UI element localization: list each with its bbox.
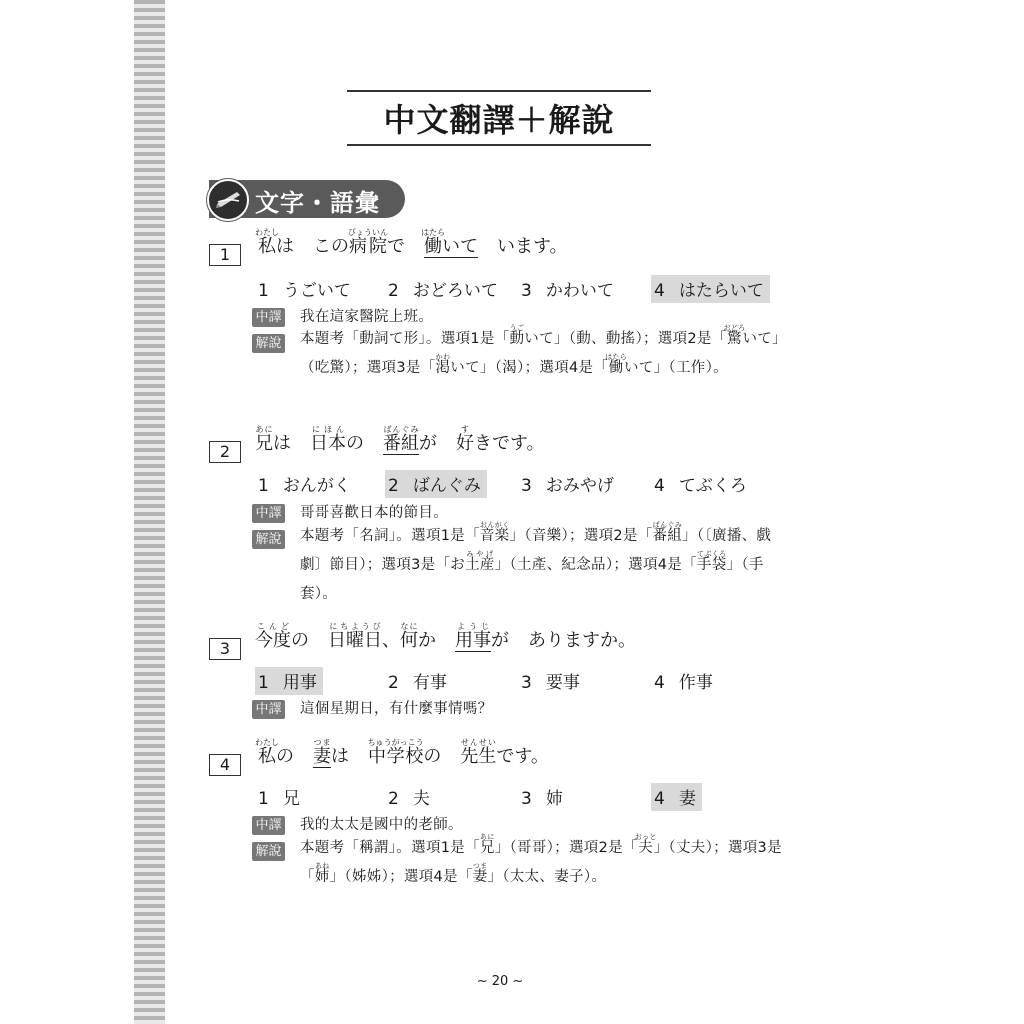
sentence-segment xyxy=(255,425,291,454)
option-text: 姉 xyxy=(545,789,563,809)
explanation-text xyxy=(300,521,792,609)
option-number: 2 xyxy=(388,673,399,693)
answer-option xyxy=(518,783,569,811)
kanji-text: 番組 xyxy=(652,528,683,544)
option-number: 4 xyxy=(654,476,665,496)
furigana: つま xyxy=(313,738,331,747)
page-title: 中文翻譯＋解說 xyxy=(347,90,651,146)
option-text: かわいて xyxy=(545,281,614,301)
furigana: す xyxy=(456,425,474,434)
question-number: 1 xyxy=(209,244,241,266)
furigana: おどろ xyxy=(723,324,746,332)
option-number: 2 xyxy=(388,789,399,809)
furigana: なに xyxy=(400,622,418,631)
text-run: は xyxy=(276,236,294,257)
text-run: いて」（工作）。 xyxy=(624,360,728,376)
text-run: です。 xyxy=(496,746,549,767)
kanji-text: 土産 xyxy=(465,557,495,573)
correct-option xyxy=(255,667,323,695)
question-number: 3 xyxy=(209,638,241,660)
option-number: 4 xyxy=(654,281,665,301)
kanji-text: 兄 xyxy=(479,840,495,856)
kanji-text: 手袋 xyxy=(696,557,727,573)
option-text: 用事 xyxy=(282,673,317,693)
answer-option xyxy=(651,667,719,695)
explanation-tag: 解說 xyxy=(252,334,285,353)
furigana: ようじ xyxy=(455,622,491,631)
answer-option xyxy=(385,275,504,303)
text-run: ありますか。 xyxy=(528,630,636,651)
kanji-text: 兄 xyxy=(255,433,273,454)
text-run: 」（音樂）；選項2是「 xyxy=(509,528,653,544)
kanji-text: 何 xyxy=(400,630,418,651)
kanji-text: 音楽 xyxy=(479,528,510,544)
explanation-tag: 解說 xyxy=(252,530,285,549)
question-sentence xyxy=(255,622,636,652)
furigana: ばんぐみ xyxy=(652,521,683,529)
furigana: ばんぐみ xyxy=(383,425,419,434)
option-number: 3 xyxy=(521,476,532,496)
sentence-segment xyxy=(255,738,294,767)
text-run: 選項3是「 xyxy=(300,840,782,885)
kanji-text: 私 xyxy=(255,746,279,767)
text-run: の xyxy=(291,630,309,651)
side-stripe xyxy=(134,0,165,1024)
option-text: 兄 xyxy=(282,789,300,809)
furigana: てぶくろ xyxy=(696,550,727,558)
furigana: はたら xyxy=(605,353,628,361)
question-number: 2 xyxy=(209,441,241,463)
furigana: せんせい xyxy=(460,738,497,747)
furigana: おっと xyxy=(634,833,657,841)
sentence-segment xyxy=(255,622,309,651)
kanji-text: 妻 xyxy=(472,869,488,885)
text-run: 、 xyxy=(382,630,400,651)
sentence-segment xyxy=(460,738,549,767)
furigana: つま xyxy=(472,862,488,870)
text-run: いて」（吃驚）；選項3是「 xyxy=(300,331,787,376)
kanji-text: 日曜日 xyxy=(328,630,382,651)
sentence-segment xyxy=(367,738,442,767)
answer-option xyxy=(255,470,357,498)
text-run: 」（太太、妻子）。 xyxy=(487,869,607,885)
sentence-segment xyxy=(497,236,568,257)
option-number: 3 xyxy=(521,281,532,301)
option-text: おんがく xyxy=(282,476,351,496)
text-run: の xyxy=(423,746,442,767)
furigana: うご xyxy=(509,324,525,332)
option-number: 3 xyxy=(521,673,532,693)
sentence-segment xyxy=(455,622,509,651)
sentence-segment xyxy=(456,425,545,454)
text-run: いて」（渴）；選項4是「 xyxy=(450,360,609,376)
furigana: はたら xyxy=(421,228,445,237)
kanji-text: 働 xyxy=(605,360,628,376)
answer-option xyxy=(518,470,620,498)
translation-text: 這個星期日，有什麼事情嗎？ xyxy=(300,701,493,717)
text-run: 」（土產、紀念品）；選項4是「 xyxy=(494,557,697,573)
furigana: みやげ xyxy=(465,550,495,558)
text-run: で xyxy=(387,236,405,257)
furigana: かわ xyxy=(435,353,451,361)
explanation-text xyxy=(300,833,792,892)
option-text: おどろいて xyxy=(412,281,498,301)
translation-text: 我在這家醫院上班。 xyxy=(300,309,434,325)
sentence-segment xyxy=(313,228,405,257)
kanji-text: 姉 xyxy=(314,869,330,885)
option-text: はたらいて xyxy=(678,281,764,301)
text-run: いて」（動、動搖）；選項2是「 xyxy=(524,331,727,347)
option-number: 1 xyxy=(258,789,269,809)
option-number: 1 xyxy=(258,476,269,496)
text-run: の xyxy=(346,433,364,454)
kanji-text: 妻 xyxy=(313,746,331,767)
section-header xyxy=(209,180,405,218)
answer-option xyxy=(518,275,620,303)
kanji-text: 動 xyxy=(509,331,525,347)
furigana: おんがく xyxy=(479,521,510,529)
text-run: は xyxy=(331,746,349,767)
answer-option xyxy=(651,470,753,498)
kanji-text: 私 xyxy=(255,236,279,257)
text-run: いて xyxy=(442,236,478,257)
option-number: 2 xyxy=(388,476,399,496)
kanji-text: 先生 xyxy=(460,746,497,767)
text-run: 」（姊姊）；選項4是「 xyxy=(329,869,473,885)
kanji-text: 今度 xyxy=(255,630,291,651)
text-run: が xyxy=(419,433,437,454)
sentence-segment xyxy=(328,622,436,651)
furigana: わたし xyxy=(255,738,279,747)
furigana: あに xyxy=(479,833,495,841)
answer-option xyxy=(385,783,436,811)
option-text: おみやげ xyxy=(545,476,614,496)
kanji-text: 中学校 xyxy=(367,746,424,767)
sentence-segment xyxy=(421,228,478,257)
sentence-segment xyxy=(383,425,437,454)
option-text: 作事 xyxy=(678,673,713,693)
kanji-text: 用事 xyxy=(455,630,491,651)
option-text: うごいて xyxy=(282,281,351,301)
explanation-tag: 解說 xyxy=(252,842,285,861)
section-label: 文字・語彙 xyxy=(255,189,380,217)
option-text: 要事 xyxy=(545,673,580,693)
kanji-text: 好 xyxy=(456,433,474,454)
text-run: 」（手套）。 xyxy=(300,557,764,602)
sentence-segment xyxy=(255,228,294,257)
text-run: 本題考「動詞て形」。選項1是「 xyxy=(300,331,510,347)
option-number: 1 xyxy=(258,673,269,693)
kanji-text: 驚 xyxy=(723,331,746,347)
answer-option xyxy=(518,667,586,695)
text-run: の xyxy=(276,746,294,767)
option-text: てぶくろ xyxy=(678,476,747,496)
answer-option xyxy=(255,783,306,811)
text-run: います。 xyxy=(497,236,568,257)
text-run: この xyxy=(313,236,349,257)
furigana: あね xyxy=(314,862,330,870)
text-run: 」（哥哥）；選項2是「 xyxy=(494,840,638,856)
text-run: 本題考「稱謂」。選項1是「 xyxy=(300,840,480,856)
answer-option xyxy=(385,667,453,695)
text-run: は xyxy=(273,433,291,454)
explanation-text xyxy=(300,324,792,383)
question-number: 4 xyxy=(209,754,241,776)
furigana: わたし xyxy=(255,228,279,237)
text-run: 」（丈夫）； xyxy=(653,840,728,856)
option-number: 4 xyxy=(654,789,665,809)
kanji-text: 渇 xyxy=(435,360,451,376)
translation-tag: 中譯 xyxy=(252,816,285,835)
text-run: 本題考「名詞」。選項1是「 xyxy=(300,528,480,544)
page-number: ~ 20 ~ xyxy=(476,974,524,989)
option-text: 夫 xyxy=(412,789,430,809)
kanji-text: 働 xyxy=(421,236,445,257)
option-text: 有事 xyxy=(412,673,447,693)
option-number: 1 xyxy=(258,281,269,301)
question-sentence xyxy=(255,228,568,258)
pencil-book-icon xyxy=(207,179,249,221)
option-number: 3 xyxy=(521,789,532,809)
option-number: 2 xyxy=(388,281,399,301)
translation-tag: 中譯 xyxy=(252,308,285,327)
option-number: 4 xyxy=(654,673,665,693)
furigana: ちゅうがっこう xyxy=(367,738,424,747)
translation-tag: 中譯 xyxy=(252,700,285,719)
kanji-text: 日本 xyxy=(310,433,346,454)
kanji-text: 番組 xyxy=(383,433,419,454)
furigana: にほん xyxy=(310,425,346,434)
furigana: にちようび xyxy=(328,622,382,631)
sentence-segment xyxy=(313,738,349,767)
option-text: 妻 xyxy=(678,789,696,809)
question-sentence xyxy=(255,425,545,455)
translation-text: 我的太太是國中的老師。 xyxy=(300,817,463,833)
correct-option xyxy=(651,275,770,303)
translation-tag: 中譯 xyxy=(252,504,285,523)
furigana: あに xyxy=(255,425,273,434)
text-run: か xyxy=(418,630,436,651)
sentence-segment xyxy=(310,425,364,454)
furigana: こんど xyxy=(255,622,291,631)
option-text: ばんぐみ xyxy=(412,476,481,496)
translation-text: 哥哥喜歡日本的節目。 xyxy=(300,505,448,521)
answer-option xyxy=(255,275,357,303)
correct-option xyxy=(385,470,487,498)
text-run: 」（〔廣播、戲劇〕節目）；選項3是「お xyxy=(300,528,772,573)
text-run: が xyxy=(491,630,509,651)
correct-option xyxy=(651,783,702,811)
kanji-text: 病院 xyxy=(348,236,388,257)
question-sentence xyxy=(255,738,549,768)
sentence-segment xyxy=(528,630,636,651)
furigana: びょういん xyxy=(348,228,388,237)
kanji-text: 夫 xyxy=(634,840,657,856)
text-run: きです。 xyxy=(474,433,545,454)
